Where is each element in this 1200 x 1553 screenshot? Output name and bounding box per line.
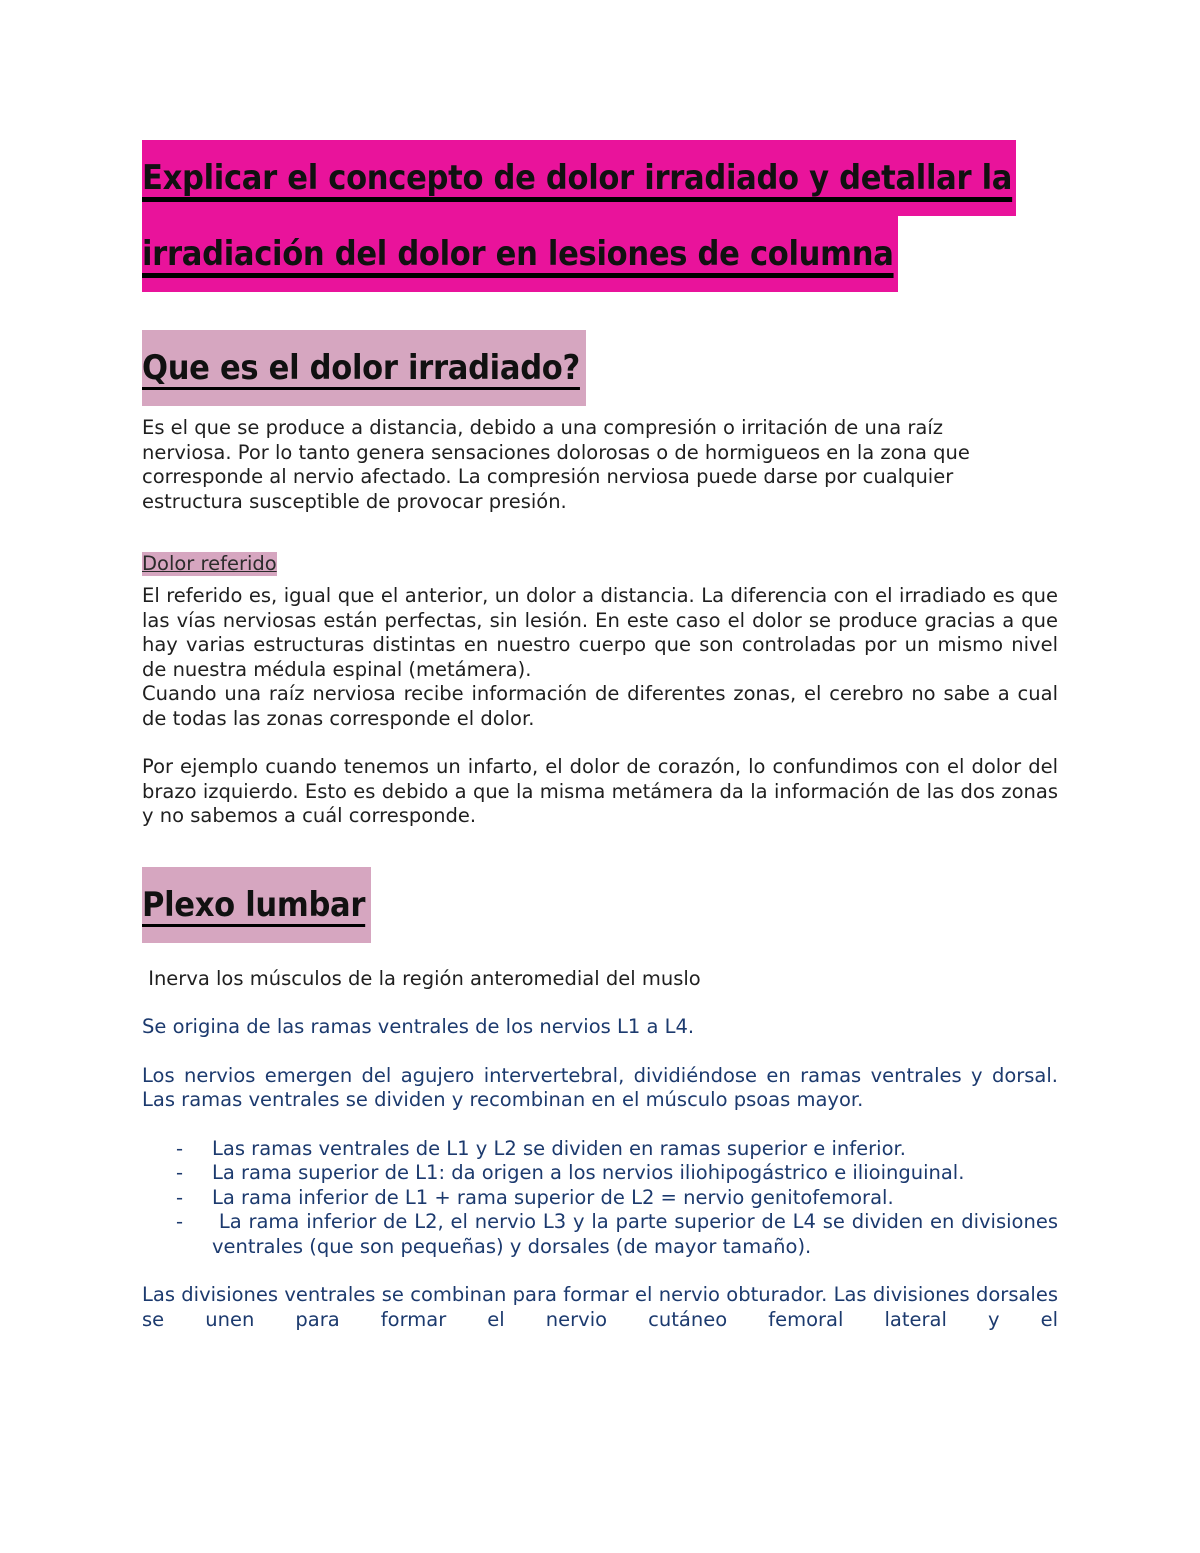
spacer [142,1113,1058,1137]
list-item [142,1186,1058,1211]
paragraph-referido-2: Cuando una raíz nerviosa recibe información de diferentes zonas, el cerebro no sabe a cual de todas las zonas corresponde el dolor. [142,682,1058,730]
paragraph-divisions: Las divisiones ventrales se combinan para formar el nervio obturador. Las divisiones dorsales se unen para formar el nervio cutáneo femoral lateral y el [142,1283,1058,1331]
list-item [142,1161,1058,1186]
dash-bullet: - [176,1185,184,1209]
paragraph-example: Por ejemplo cuando tenemos un infarto, el dolor de corazón, lo confundimos con el dolor del brazo izquierdo. Esto es debido a que la misma metámera da la información de las dos zonas y no sabemos a cuál corresponde. [142,755,1058,827]
subheading-dolor-referido: Dolor referido [142,552,277,575]
list-item-text: La rama superior de L1: da origen a los nervios iliohipogástrico e ilioinguinal. [212,1161,965,1184]
list-item-text: La rama inferior de L2, el nervio L3 y la parte superior de L4 se dividen en divisiones ventrales (que son pequeñas) y dorsales (de mayor tamaño). [212,1210,1065,1258]
spacer [142,292,1058,330]
spacer [142,406,1058,416]
spacer [142,1040,1058,1064]
document-title-line-1: Explicar el concepto de dolor irradiado y detallar la [142,140,1016,216]
section-heading-dolor-irradiado [142,330,1058,406]
paragraph-inerva: Inerva los músculos de la región anteromedial del muslo [142,966,701,990]
list-item [142,1137,1058,1162]
spacer [142,829,1058,867]
dash-bullet: - [176,1161,184,1184]
heading-que-es-dolor-irradiado: Que es el dolor irradiado? [142,330,586,406]
spacer [142,731,1058,755]
dash-bullet: - [176,1210,184,1233]
section-heading-plexo-lumbar [142,867,1058,943]
spacer [142,576,1058,584]
list-item [142,1210,1065,1259]
document-page [142,140,1065,1332]
list-ramas [142,1136,1065,1260]
spacer [142,1259,1058,1283]
subheading-wrap [142,552,1058,576]
list-item-text: Las ramas ventrales de L1 y L2 se dividen en ramas superior e inferior. [212,1136,906,1160]
spacer [142,991,1058,1015]
spacer [142,514,1058,552]
document-title-line-2: irradiación del dolor en lesiones de columna [142,216,898,292]
title-block [142,140,1058,292]
spacer [142,943,1058,967]
dash-bullet: - [176,1136,184,1160]
heading-plexo-lumbar: Plexo lumbar [142,867,371,943]
paragraph-nerves: Los nervios emergen del agujero intervertebral, dividiéndose en ramas ventrales y dorsal. Las ramas ventrales se dividen y recombinan en el músculo psoas mayor. [142,1063,1058,1111]
list-item-text: La rama inferior de L1 + rama superior de L2 = nervio genitofemoral. [212,1185,894,1209]
paragraph-origin: Se origina de las ramas ventrales de los nervios L1 a L4. [142,1015,695,1038]
paragraph-definition: Es el que se produce a distancia, debido a una compresión o irritación de una raíz nerviosa. Por lo tanto genera sensaciones dolorosas o de hormigueos en la zona que corresponde al nervio afectado. La compresión nerviosa puede darse por cualquier estructura susceptible de provocar presión. [142,416,970,513]
paragraph-referido-1: El referido es, igual que el anterior, un dolor a distancia. La diferencia con el irradiado es que las vías nerviosas están perfectas, sin lesión. En este caso el dolor se produce gracias a que hay varias estructuras distintas en nuestro cuerpo que son controladas por un mismo nivel de nuestra médula espinal (metámera). [142,584,1058,681]
